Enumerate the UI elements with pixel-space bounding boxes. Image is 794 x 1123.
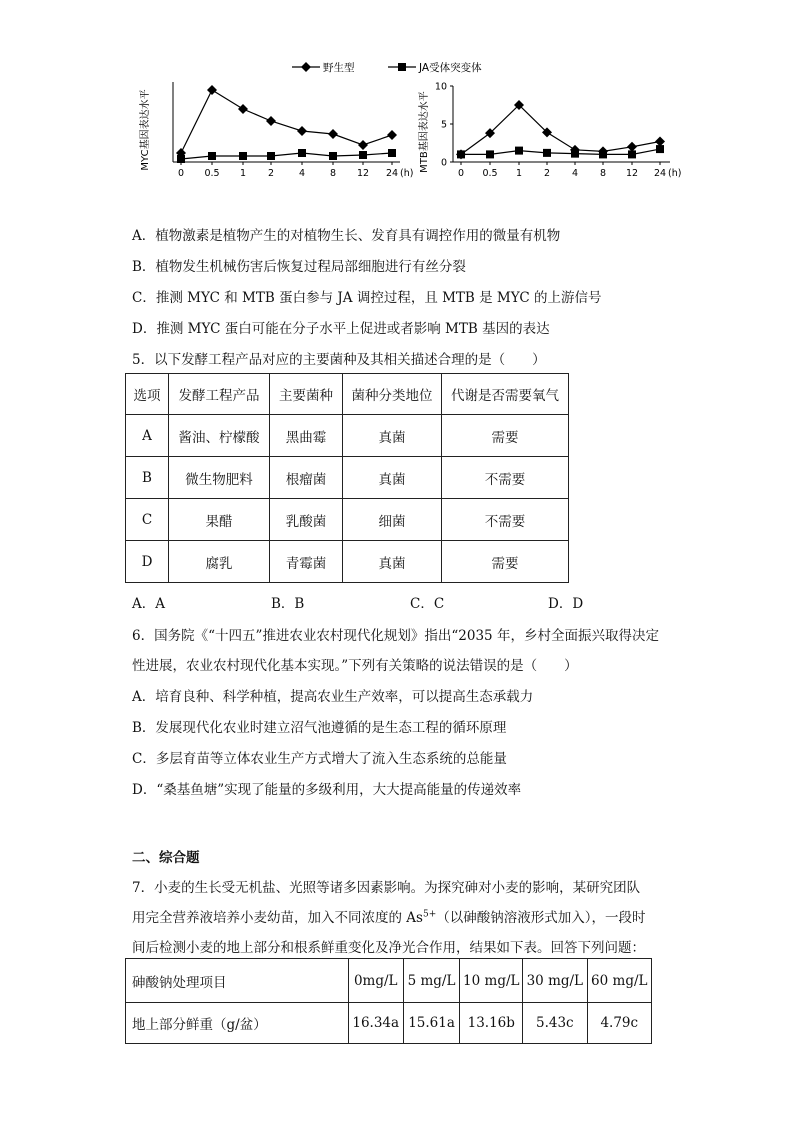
table-header-cell: 10 mg/L [460,959,523,1003]
x-tick-label: 1 [515,168,523,179]
q5-table [125,373,569,583]
y-tick-label: 0 [440,157,447,169]
table-cell: 真菌 [343,457,442,499]
x-unit-label: (h) [400,168,414,179]
table-cell: 乳酸菌 [270,499,343,541]
table-cell: 酱油、柠檬酸 [169,415,270,457]
table-header-cell: 0mg/L [348,959,403,1003]
x-tick-label: 2 [267,168,275,179]
data-point-diamond [358,140,368,150]
q7-line2-text: 用完全营养液培养小麦幼苗，加入不同浓度的 As [132,910,423,926]
table-cell: 果醋 [169,499,270,541]
chart-myc [138,82,413,179]
table-cell: 真菌 [343,415,442,457]
data-point-square [239,152,247,160]
q7-superscript: 5+ [422,909,437,920]
data-point-square [388,149,396,157]
table-row [126,457,569,499]
chart-mtb [417,82,681,180]
x-tick-label: 4 [298,168,306,179]
table-cell: D [126,541,169,583]
x-tick-label: 12 [356,168,370,179]
data-point-square [571,150,579,158]
table-header-row [126,374,569,415]
legend-label-mutant: JA受体突变体 [419,62,482,74]
data-point-square [359,151,367,159]
table-header-cell: 代谢是否需要氧气 [442,374,569,415]
table-cell: 青霉菌 [270,541,343,583]
x-tick-label: 24 [385,168,399,179]
table-header-cell: 主要菌种 [270,374,343,415]
data-point-square [656,145,664,153]
x-tick-label: 8 [599,168,607,179]
table-cell: 需要 [442,541,569,583]
q5-answer-c: C．C [410,596,445,612]
table-cell: 5.43c [523,1003,587,1044]
table-row [126,541,569,583]
table-header-cell: 5 mg/L [403,959,460,1003]
x-tick-label: 0 [457,168,465,179]
table-cell: C [126,499,169,541]
legend-label-wild: 野生型 [323,62,355,74]
table-header-cell: 砷酸钠处理项目 [126,959,349,1003]
table-header-cell: 选项 [126,374,169,415]
x-tick-label: 0.5 [482,168,498,179]
x-tick-label: 0.5 [204,168,220,179]
q6-stem-line1: 6．国务院《“十四五”推进农业农村现代化规划》指出“2035 年，乡村全面振兴取得决定 [132,628,659,644]
table-cell: B [126,457,169,499]
q5-answer-a: A．A [132,596,165,612]
data-point-square [543,149,551,157]
table-cell: 13.16b [460,1003,523,1044]
data-point-diamond [207,85,217,95]
x-tick-label: 0 [177,168,185,179]
chart-legend [292,61,482,74]
table-cell: 16.34a [348,1003,403,1044]
table-header-cell: 30 mg/L [523,959,587,1003]
table-header-row [126,959,652,1003]
table-cell: 15.61a [403,1003,460,1044]
x-tick-label: 24 [653,168,667,179]
data-point-square [599,150,607,158]
table-row [126,499,569,541]
table-cell: 细菌 [343,499,442,541]
table-cell: 需要 [442,415,569,457]
q6-option-a: A．培育良种、科学种植，提高农业生产效率，可以提高生态承载力 [132,689,534,705]
q4-option-d: D．推测 MYC 蛋白可能在分子水平上促进或者影响 MTB 基因的表达 [132,321,550,337]
x-tick-label: 12 [625,168,639,179]
legend-marker-diamond [301,62,311,72]
q7-line1: 7．小麦的生长受无机盐、光照等诸多因素影响。为探究砷对小麦的影响，某研究团队 [132,880,641,896]
data-point-square [208,152,216,160]
data-point-diamond [238,104,248,114]
table-row [126,1003,652,1044]
q4-option-c: C．推测 MYC 和 MTB 蛋白参与 JA 调控过程，且 MTB 是 MYC 的上游信号 [132,290,602,306]
q7-line3: 间后检测小麦的地上部分和根系鲜重变化及净光合作用，结果如下表。回答下列问题： [132,940,645,956]
x-tick-label: 1 [239,168,247,179]
table-cell: 黑曲霉 [270,415,343,457]
table-cell: 地上部分鲜重（g/盆） [126,1003,349,1044]
data-point-square [329,152,337,160]
q7-line2 [132,906,646,926]
y-tick-label: 5 [440,119,447,131]
charts-figure [0,0,794,200]
table-header-cell: 60 mg/L [587,959,651,1003]
table-cell: A [126,415,169,457]
data-point-diamond [266,116,276,126]
table-cell: 真菌 [343,541,442,583]
data-point-square [457,150,465,158]
q4-option-b: B．植物发生机械伤害后恢复过程局部细胞进行有丝分裂 [132,259,466,275]
section-title: 二、综合题 [132,850,200,866]
table-cell: 不需要 [442,499,569,541]
table-cell: 微生物肥料 [169,457,270,499]
q5-stem: 5．以下发酵工程产品对应的主要菌种及其相关描述合理的是（ ） [132,352,546,368]
q7-line2-rest: （以砷酸钠溶液形式加入），一段时 [436,910,646,926]
legend-marker-square [398,63,406,71]
q5-answer-b: B．B [271,596,305,612]
y-tick-label: 10 [434,81,447,93]
table-cell: 根瘤菌 [270,457,343,499]
q6-option-c: C．多层育苗等立体农业生产方式增大了流入生态系统的总能量 [132,751,507,767]
q7-table [125,958,652,1044]
data-point-diamond [297,126,307,136]
data-point-diamond [627,142,637,152]
data-point-square [628,150,636,158]
q4-option-a: A．植物激素是植物产生的对植物生长、发育具有调控作用的微量有机物 [132,228,561,244]
x-unit-label: (h) [668,168,682,179]
x-tick-label: 8 [329,168,337,179]
data-point-square [177,155,185,163]
data-point-square [486,150,494,158]
q6-stem-line2: 性进展，农业农村现代化基本实现。”下列有关策略的说法错误的是（ ） [132,658,578,674]
table-header-cell: 菌种分类地位 [343,374,442,415]
table-cell: 腐乳 [169,541,270,583]
table-row [126,415,569,457]
data-point-diamond [387,130,397,140]
table-header-cell: 发酵工程产品 [169,374,270,415]
x-tick-label: 4 [571,168,579,179]
data-point-diamond [328,129,338,139]
data-point-square [267,152,275,160]
x-tick-label: 2 [543,168,551,179]
q6-option-b: B．发展现代化农业时建立沼气池遵循的是生态工程的循环原理 [132,720,507,736]
data-point-square [298,149,306,157]
y-axis-label: MTB基因表达水平 [419,91,430,173]
q5-answer-d: D．D [548,596,584,612]
y-axis-label: MYC基因表达水平 [140,89,151,171]
q6-option-d: D．“桑基鱼塘”实现了能量的多级利用，大大提高能量的传递效率 [132,782,522,798]
table-cell: 4.79c [587,1003,651,1044]
table-cell: 不需要 [442,457,569,499]
data-point-square [515,147,523,155]
data-point-diamond [655,136,665,146]
